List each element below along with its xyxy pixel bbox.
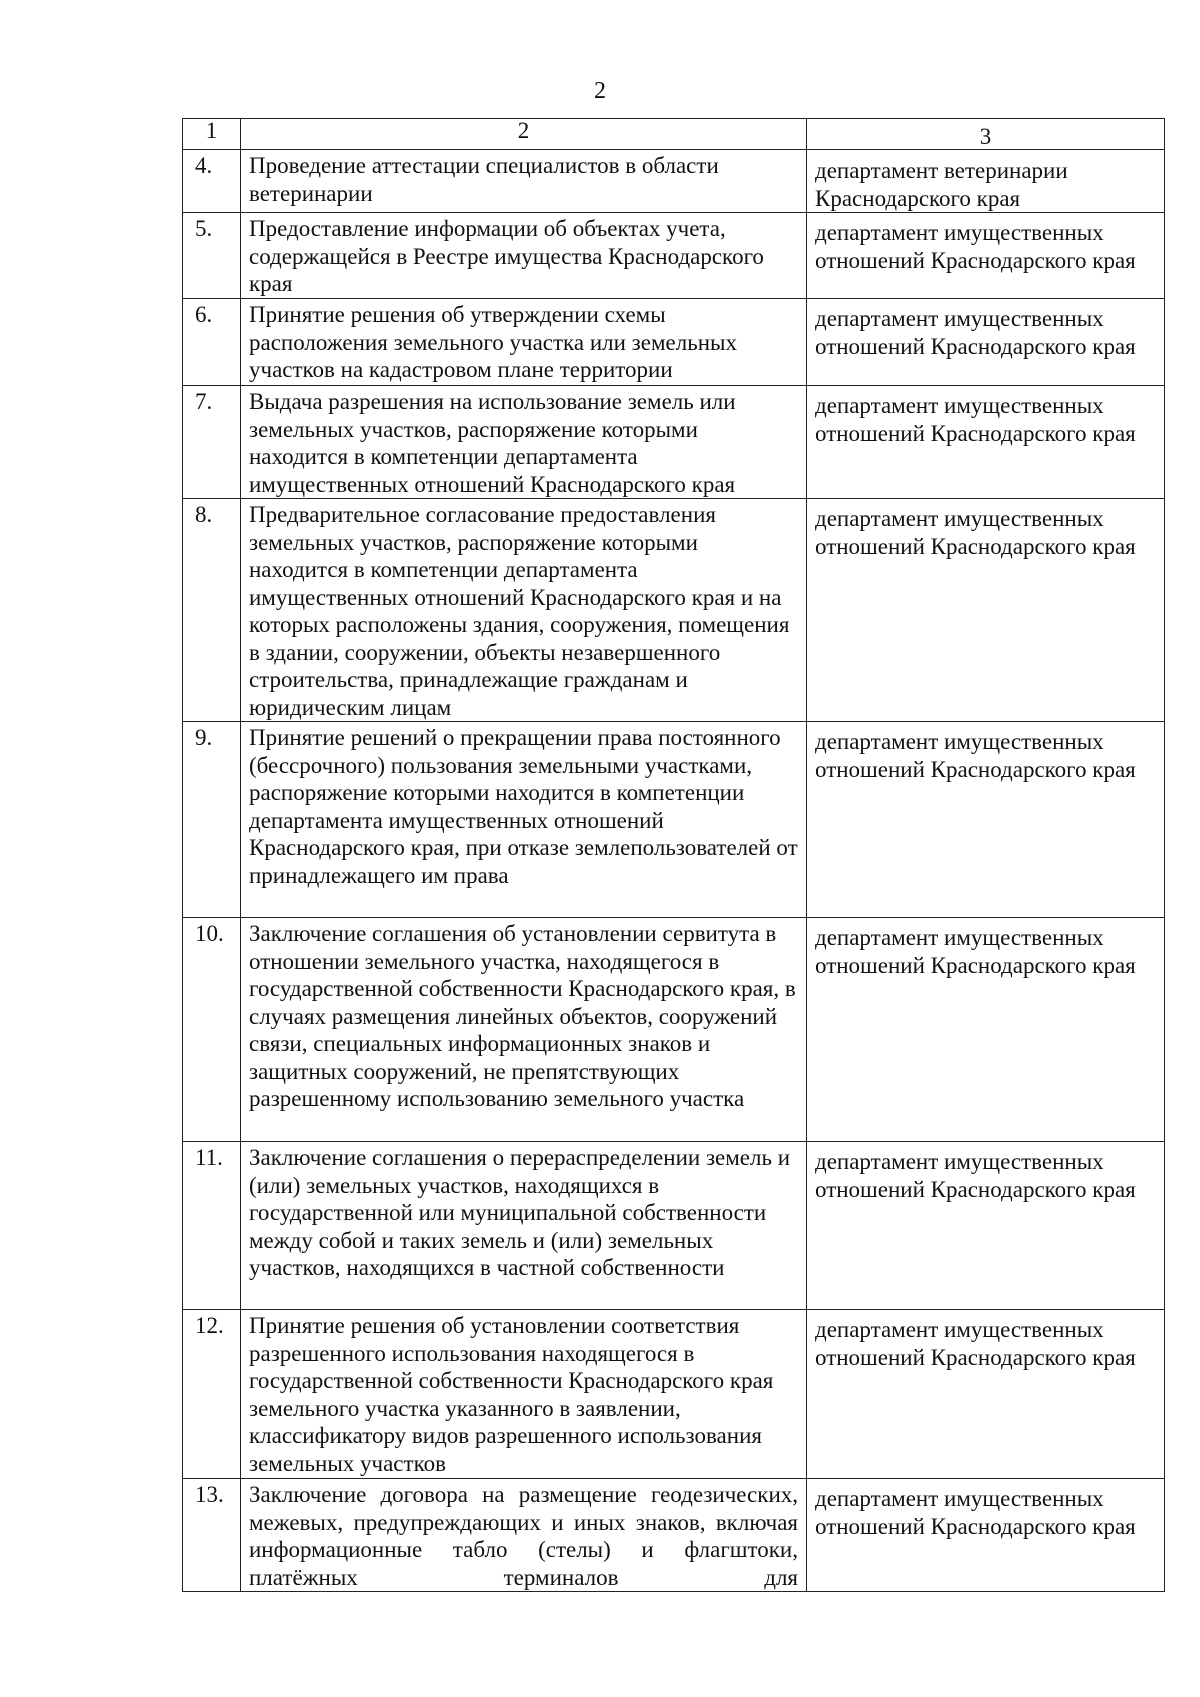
department-name: департамент имущественных отношений Краснодарского края: [807, 1310, 1165, 1479]
service-name: Заключение договора на размещение геодезических, межевых, предупреждающих и иных знаков, включая информационные табло (стелы) и флагштоки, платёжных терминалов для: [241, 1479, 807, 1592]
row-number: 9.: [183, 722, 241, 918]
table-header-row: [183, 119, 1165, 150]
table-row: [183, 1142, 1165, 1310]
department-name: департамент имущественных отношений Краснодарского края: [807, 386, 1165, 499]
service-name: Предварительное согласование предоставления земельных участков, распоряжение которыми находится в компетенции департамента имущественных отношений Краснодарского края и на которых расположены здания, сооружения, помещения в здании, сооружении, объекты незавершенного строительства, принадлежащие гражданам и юридическим лицам: [241, 499, 807, 722]
department-name: департамент имущественных отношений Краснодарского края: [807, 499, 1165, 722]
department-name: департамент имущественных отношений Краснодарского края: [807, 1479, 1165, 1592]
row-number: 4.: [183, 150, 241, 213]
department-name: департамент имущественных отношений Краснодарского края: [807, 1142, 1165, 1310]
department-name: департамент имущественных отношений Краснодарского края: [807, 299, 1165, 386]
department-name: департамент имущественных отношений Краснодарского края: [807, 213, 1165, 299]
table-row: [183, 722, 1165, 918]
table-row: [183, 386, 1165, 499]
table-row: [183, 1310, 1165, 1479]
department-name: департамент имущественных отношений Краснодарского края: [807, 722, 1165, 918]
row-number: 12.: [183, 1310, 241, 1479]
table-row: [183, 1479, 1165, 1592]
header-col-2: 2: [241, 119, 807, 150]
service-name: Принятие решения об утверждении схемы расположения земельного участка или земельных участков на кадастровом плане территории: [241, 299, 807, 386]
row-number: 6.: [183, 299, 241, 386]
header-col-1: 1: [183, 119, 241, 150]
row-number: 11.: [183, 1142, 241, 1310]
service-name: Проведение аттестации специалистов в области ветеринарии: [241, 150, 807, 213]
row-number: 8.: [183, 499, 241, 722]
services-table: [182, 118, 1165, 1592]
table-row: [183, 213, 1165, 299]
header-col-3: 3: [807, 119, 1165, 150]
row-number: 10.: [183, 918, 241, 1142]
department-name: департамент имущественных отношений Краснодарского края: [807, 918, 1165, 1142]
table-row: [183, 499, 1165, 722]
table-row: [183, 299, 1165, 386]
row-number: 7.: [183, 386, 241, 499]
row-number: 5.: [183, 213, 241, 299]
service-name: Предоставление информации об объектах учета, содержащейся в Реестре имущества Краснодарского края: [241, 213, 807, 299]
service-name: Заключение соглашения о перераспределении земель и (или) земельных участков, находящихся в государственной или муниципальной собственности между собой и таких земель и (или) земельных участков, находящихся в частной собственности: [241, 1142, 807, 1310]
service-name: Принятие решений о прекращении права постоянного (бессрочного) пользования земельными участками, распоряжение которыми находится в компетенции департамента имущественных отношений Краснодарского края, при отказе землепользователей от принадлежащего им права: [241, 722, 807, 918]
service-name: Заключение соглашения об установлении сервитута в отношении земельного участка, находящегося в государственной собственности Краснодарского края, в случаях размещения линейных объектов, сооружений связи, специальных информационных знаков и защитных сооружений, не препятствующих разрешенному использованию земельного участка: [241, 918, 807, 1142]
service-name: Выдача разрешения на использование земель или земельных участков, распоряжение которыми находится в компетенции департамента имущественных отношений Краснодарского края: [241, 386, 807, 499]
department-name: департамент ветеринарии Краснодарского края: [807, 150, 1165, 213]
service-name: Принятие решения об установлении соответствия разрешенного использования находящегося в государственной собственности Краснодарского края земельного участка указанного в заявлении, классификатору видов разрешенного использования земельных участков: [241, 1310, 807, 1479]
table-row: [183, 918, 1165, 1142]
table-row: [183, 150, 1165, 213]
page-number: 2: [594, 78, 606, 104]
row-number: 13.: [183, 1479, 241, 1592]
